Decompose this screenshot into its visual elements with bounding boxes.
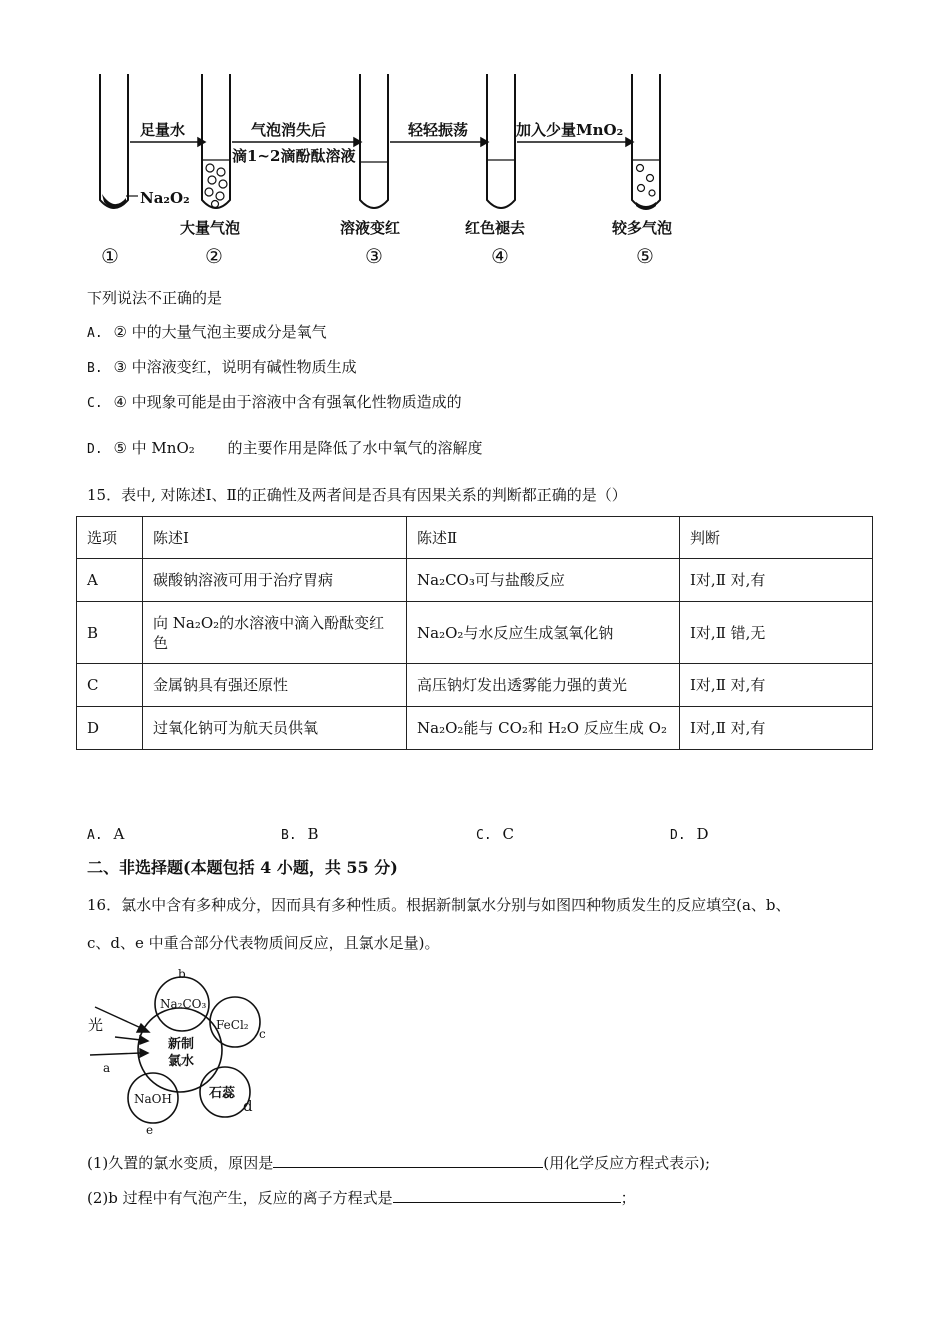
- q14-stem: 下列说法不正确的是: [87, 289, 223, 307]
- q15-answer-a[interactable]: [87, 824, 124, 846]
- diagram-label-b: b: [178, 967, 186, 981]
- diagram-label-d: d: [243, 1097, 253, 1115]
- table-cell: 过氧化钠可为航天员供氧: [143, 707, 407, 750]
- arrow-3-label: 轻轻振荡: [408, 121, 469, 139]
- tube-5: [632, 74, 660, 208]
- option-text: C: [502, 825, 514, 843]
- option-letter: A.: [87, 828, 103, 843]
- header-cell: 选项: [77, 517, 143, 559]
- table-row: [77, 664, 873, 707]
- tube-4-number: ④: [491, 244, 509, 268]
- option-letter: C.: [476, 828, 492, 843]
- tube-2-result: 大量气泡: [180, 219, 241, 237]
- diagram-center-line-2: 氯水: [168, 1054, 195, 1069]
- table-cell: 碳酸钠溶液可用于治疗胃病: [143, 559, 407, 602]
- header-cell: 陈述Ⅰ: [143, 517, 407, 559]
- tube-2-number: ②: [205, 244, 223, 268]
- table-cell: D: [77, 707, 143, 750]
- option-text: B: [307, 825, 319, 843]
- table-cell: Ⅰ对,Ⅱ 错,无: [680, 602, 873, 664]
- option-text: A: [113, 825, 125, 843]
- option-letter: A.: [87, 326, 103, 341]
- q14-option-a[interactable]: [87, 322, 327, 344]
- table-cell: C: [77, 664, 143, 707]
- diagram-na2co3: Na₂CO₃: [160, 997, 207, 1011]
- arrow-4-label: 加入少量MnO₂: [516, 121, 624, 139]
- table-header-row: [77, 517, 873, 559]
- table-row: [77, 559, 873, 602]
- tube-3-result: 溶液变红: [340, 219, 401, 237]
- tube-2: [202, 74, 230, 208]
- q15-answer-c[interactable]: [476, 824, 514, 846]
- tube-1-number: ①: [101, 244, 119, 268]
- arrow-1-label: 足量水: [140, 121, 186, 139]
- tube-5-result: 较多气泡: [612, 219, 673, 237]
- tube-4-result: 红色褪去: [465, 219, 526, 237]
- na2o2-label: Na₂O₂: [140, 189, 190, 207]
- sub-2-prefix: (2)b 过程中有气泡产生，反应的离子方程式是: [87, 1189, 393, 1207]
- tube-3: [360, 74, 388, 208]
- tube-4: [487, 74, 515, 208]
- q16-sub-2: [87, 1188, 636, 1208]
- q14-option-d[interactable]: [87, 438, 483, 460]
- option-letter: B.: [281, 828, 297, 843]
- diagram-label-c: c: [259, 1027, 266, 1041]
- table-cell: Na₂CO₃可与盐酸反应: [407, 559, 680, 602]
- arrow-2-label-bottom: 滴1~2滴酚酞溶液: [232, 147, 356, 165]
- tube-1: [100, 74, 128, 208]
- q16-stem-line-1: 16．氯水中含有多种成分，因而具有多种性质。根据新制氯水分别与如图四种物质发生的反应填空(a、b、: [87, 896, 791, 914]
- sub-2-suffix: ；: [620, 1189, 636, 1207]
- diagram-naoh: NaOH: [134, 1092, 172, 1106]
- option-text: ② 中的大量气泡主要成分是氧气: [113, 323, 327, 341]
- q15-stem: 15．表中, 对陈述Ⅰ、Ⅱ的正确性及两者间是否具有因果关系的判断都正确的是（）: [87, 486, 627, 504]
- option-text: ④ 中现象可能是由于溶液中含有强氧化性物质造成的: [113, 393, 462, 411]
- header-cell: 陈述Ⅱ: [407, 517, 680, 559]
- option-letter: D.: [670, 828, 686, 843]
- table-cell: Ⅰ对,Ⅱ 对,有: [680, 707, 873, 750]
- table-row: [77, 707, 873, 750]
- table-cell: 高压钠灯发出透雾能力强的黄光: [407, 664, 680, 707]
- option-letter: C.: [87, 396, 103, 411]
- diagram-fecl2: FeCl₂: [216, 1018, 249, 1032]
- bubbles-tube-2: [205, 164, 227, 208]
- sub-1-suffix: (用化学反应方程式表示);: [543, 1154, 711, 1172]
- q15-answer-b[interactable]: [281, 824, 318, 846]
- option-text-pre: ⑤ 中 MnO₂: [113, 439, 195, 457]
- header-cell: 判断: [680, 517, 873, 559]
- q15-answer-d[interactable]: [670, 824, 708, 846]
- option-letter: B.: [87, 361, 103, 376]
- section-2-title: 二、非选择题(本题包括 4 小题，共 55 分): [87, 858, 398, 877]
- table-cell: Ⅰ对,Ⅱ 对,有: [680, 559, 873, 602]
- diagram-light: 光: [88, 1016, 104, 1034]
- q14-option-c[interactable]: [87, 392, 462, 414]
- answer-blank-2[interactable]: [393, 1188, 621, 1203]
- q15-table: [76, 516, 873, 750]
- table-cell: Ⅰ对,Ⅱ 对,有: [680, 664, 873, 707]
- table-cell: Na₂O₂能与 CO₂和 H₂O 反应生成 O₂: [407, 707, 680, 750]
- table-row: [77, 602, 873, 664]
- bubbles-tube-5: [637, 165, 656, 197]
- table-cell: A: [77, 559, 143, 602]
- test-tube-experiment-figure: [90, 68, 700, 273]
- sub-1-prefix: (1)久置的氯水变质，原因是: [87, 1154, 274, 1172]
- option-text-post: 的主要作用是降低了水中氧气的溶解度: [227, 439, 483, 457]
- option-text: ③ 中溶液变红，说明有碱性物质生成: [113, 358, 357, 376]
- table-cell: 向 Na₂O₂的水溶液中滴入酚酞变红色: [143, 602, 407, 664]
- arrow-2-label-top: 气泡消失后: [251, 121, 327, 139]
- diagram-label-a: a: [103, 1061, 111, 1075]
- diagram-litmus: 石蕊: [209, 1086, 236, 1101]
- q14-option-b[interactable]: [87, 357, 357, 379]
- table-cell: 金属钠具有强还原性: [143, 664, 407, 707]
- option-text: D: [696, 825, 709, 843]
- tube-3-number: ③: [365, 244, 383, 268]
- option-letter: D.: [87, 442, 103, 457]
- table-cell: B: [77, 602, 143, 664]
- answer-blank-1[interactable]: [273, 1153, 543, 1168]
- q16-stem-line-2: c、d、e 中重合部分代表物质间反应，且氯水足量)。: [87, 934, 440, 952]
- diagram-center-line-1: 新制: [168, 1037, 195, 1052]
- q16-sub-1: [87, 1153, 710, 1173]
- tube-5-number: ⑤: [636, 244, 654, 268]
- table-cell: Na₂O₂与水反应生成氢氧化钠: [407, 602, 680, 664]
- diagram-label-e: e: [146, 1123, 154, 1137]
